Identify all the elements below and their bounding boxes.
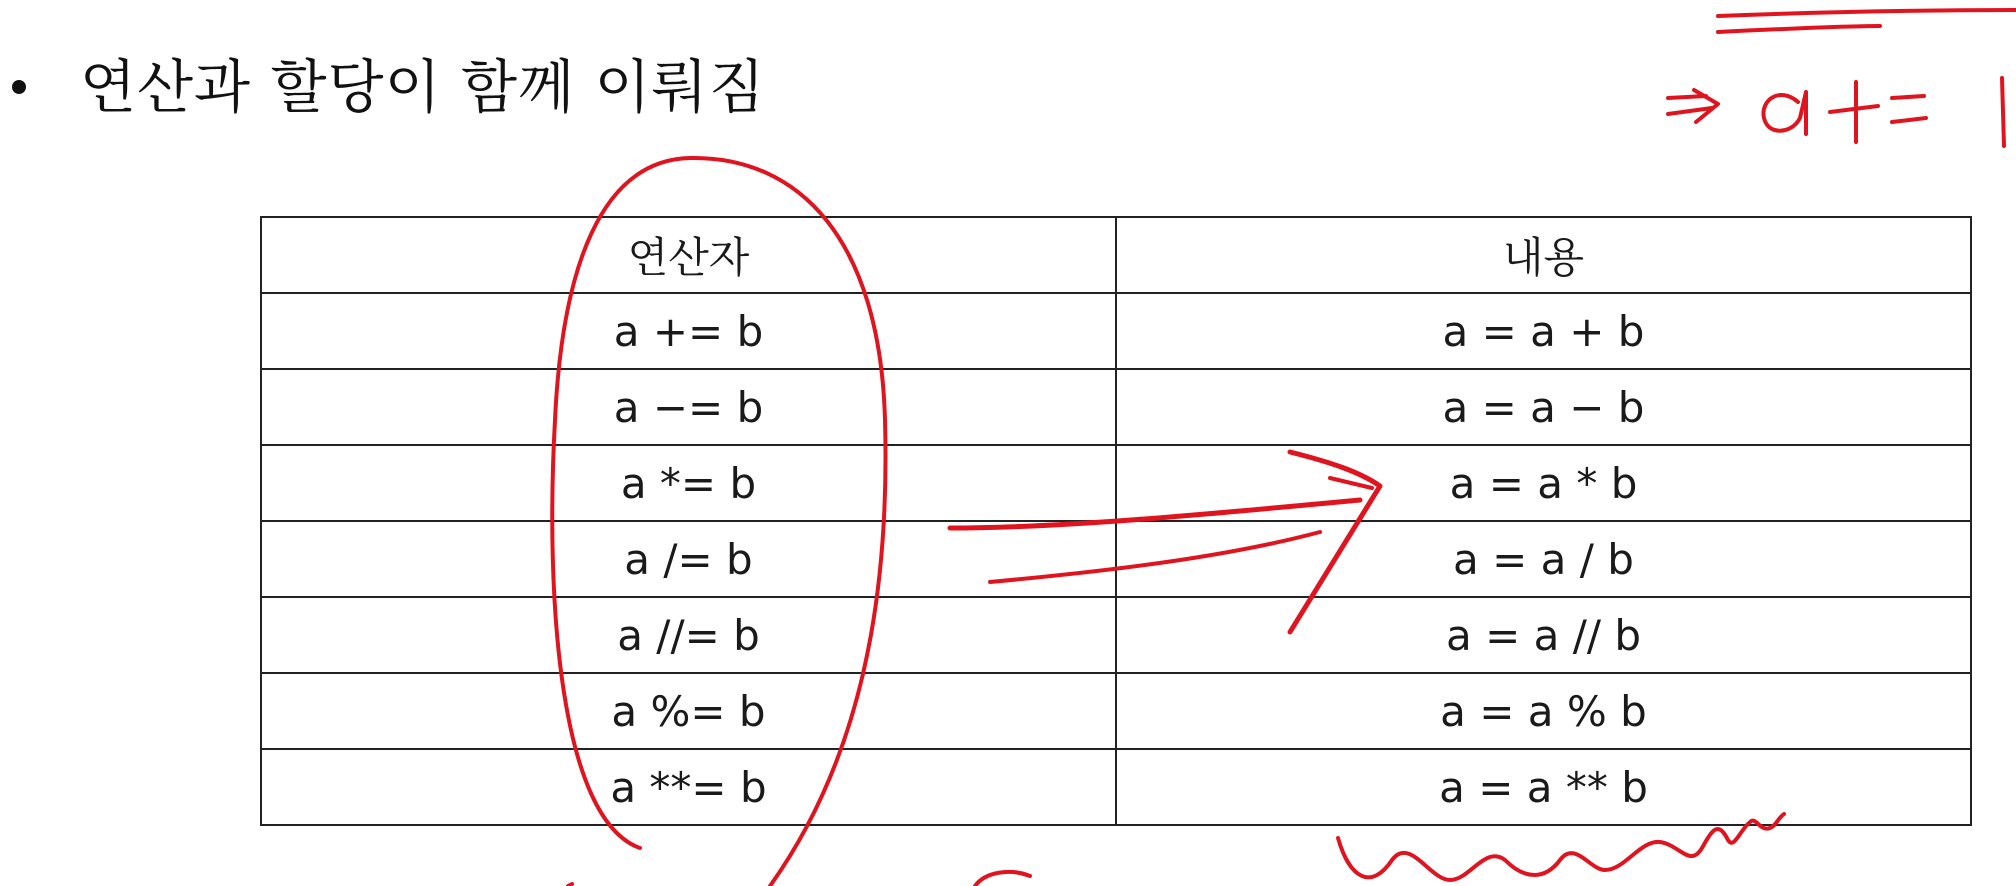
description-cell: a = a + b bbox=[1116, 293, 1971, 369]
operator-cell: a *= b bbox=[261, 445, 1116, 521]
description-cell: a = a // b bbox=[1116, 597, 1971, 673]
bullet-text: 연산과 할당이 함께 이뤄짐 bbox=[80, 53, 766, 121]
bullet-dot bbox=[12, 80, 26, 94]
header-description: 내용 bbox=[1116, 217, 1971, 293]
ink-equals-2 bbox=[1892, 118, 1926, 122]
ink-equals-1 bbox=[1892, 96, 1924, 98]
header-operator: 연산자 bbox=[261, 217, 1116, 293]
description-cell: a = a / b bbox=[1116, 521, 1971, 597]
ink-cursor-bar bbox=[2002, 78, 2004, 146]
operator-cell: a /= b bbox=[261, 521, 1116, 597]
description-cell: a = a % b bbox=[1116, 673, 1971, 749]
table-row bbox=[261, 597, 1971, 673]
operator-table bbox=[260, 216, 1972, 826]
table-row bbox=[261, 673, 1971, 749]
operator-cell: a += b bbox=[261, 293, 1116, 369]
operator-cell: a //= b bbox=[261, 597, 1116, 673]
ink-plus-h bbox=[1830, 106, 1878, 112]
table-row bbox=[261, 293, 1971, 369]
table-row bbox=[261, 749, 1971, 825]
description-cell: a = a − b bbox=[1116, 369, 1971, 445]
operator-cell: a −= b bbox=[261, 369, 1116, 445]
ink-implies-2 bbox=[1668, 108, 1712, 114]
table-row bbox=[261, 521, 1971, 597]
ink-underline-top bbox=[1718, 10, 2016, 16]
operator-cell: a **= b bbox=[261, 749, 1116, 825]
operator-cell: a %= b bbox=[261, 673, 1116, 749]
table-header-row bbox=[261, 217, 1971, 293]
ink-implies-1 bbox=[1668, 96, 1706, 98]
table-row bbox=[261, 445, 1971, 521]
ink-implies-3 bbox=[1694, 90, 1718, 122]
description-cell: a = a * b bbox=[1116, 445, 1971, 521]
ink-underline-bottom bbox=[1718, 26, 1880, 32]
ink-small-curve bbox=[975, 872, 1030, 886]
table-row bbox=[261, 369, 1971, 445]
ink-letter-a bbox=[1763, 92, 1806, 134]
description-cell: a = a ** b bbox=[1116, 749, 1971, 825]
